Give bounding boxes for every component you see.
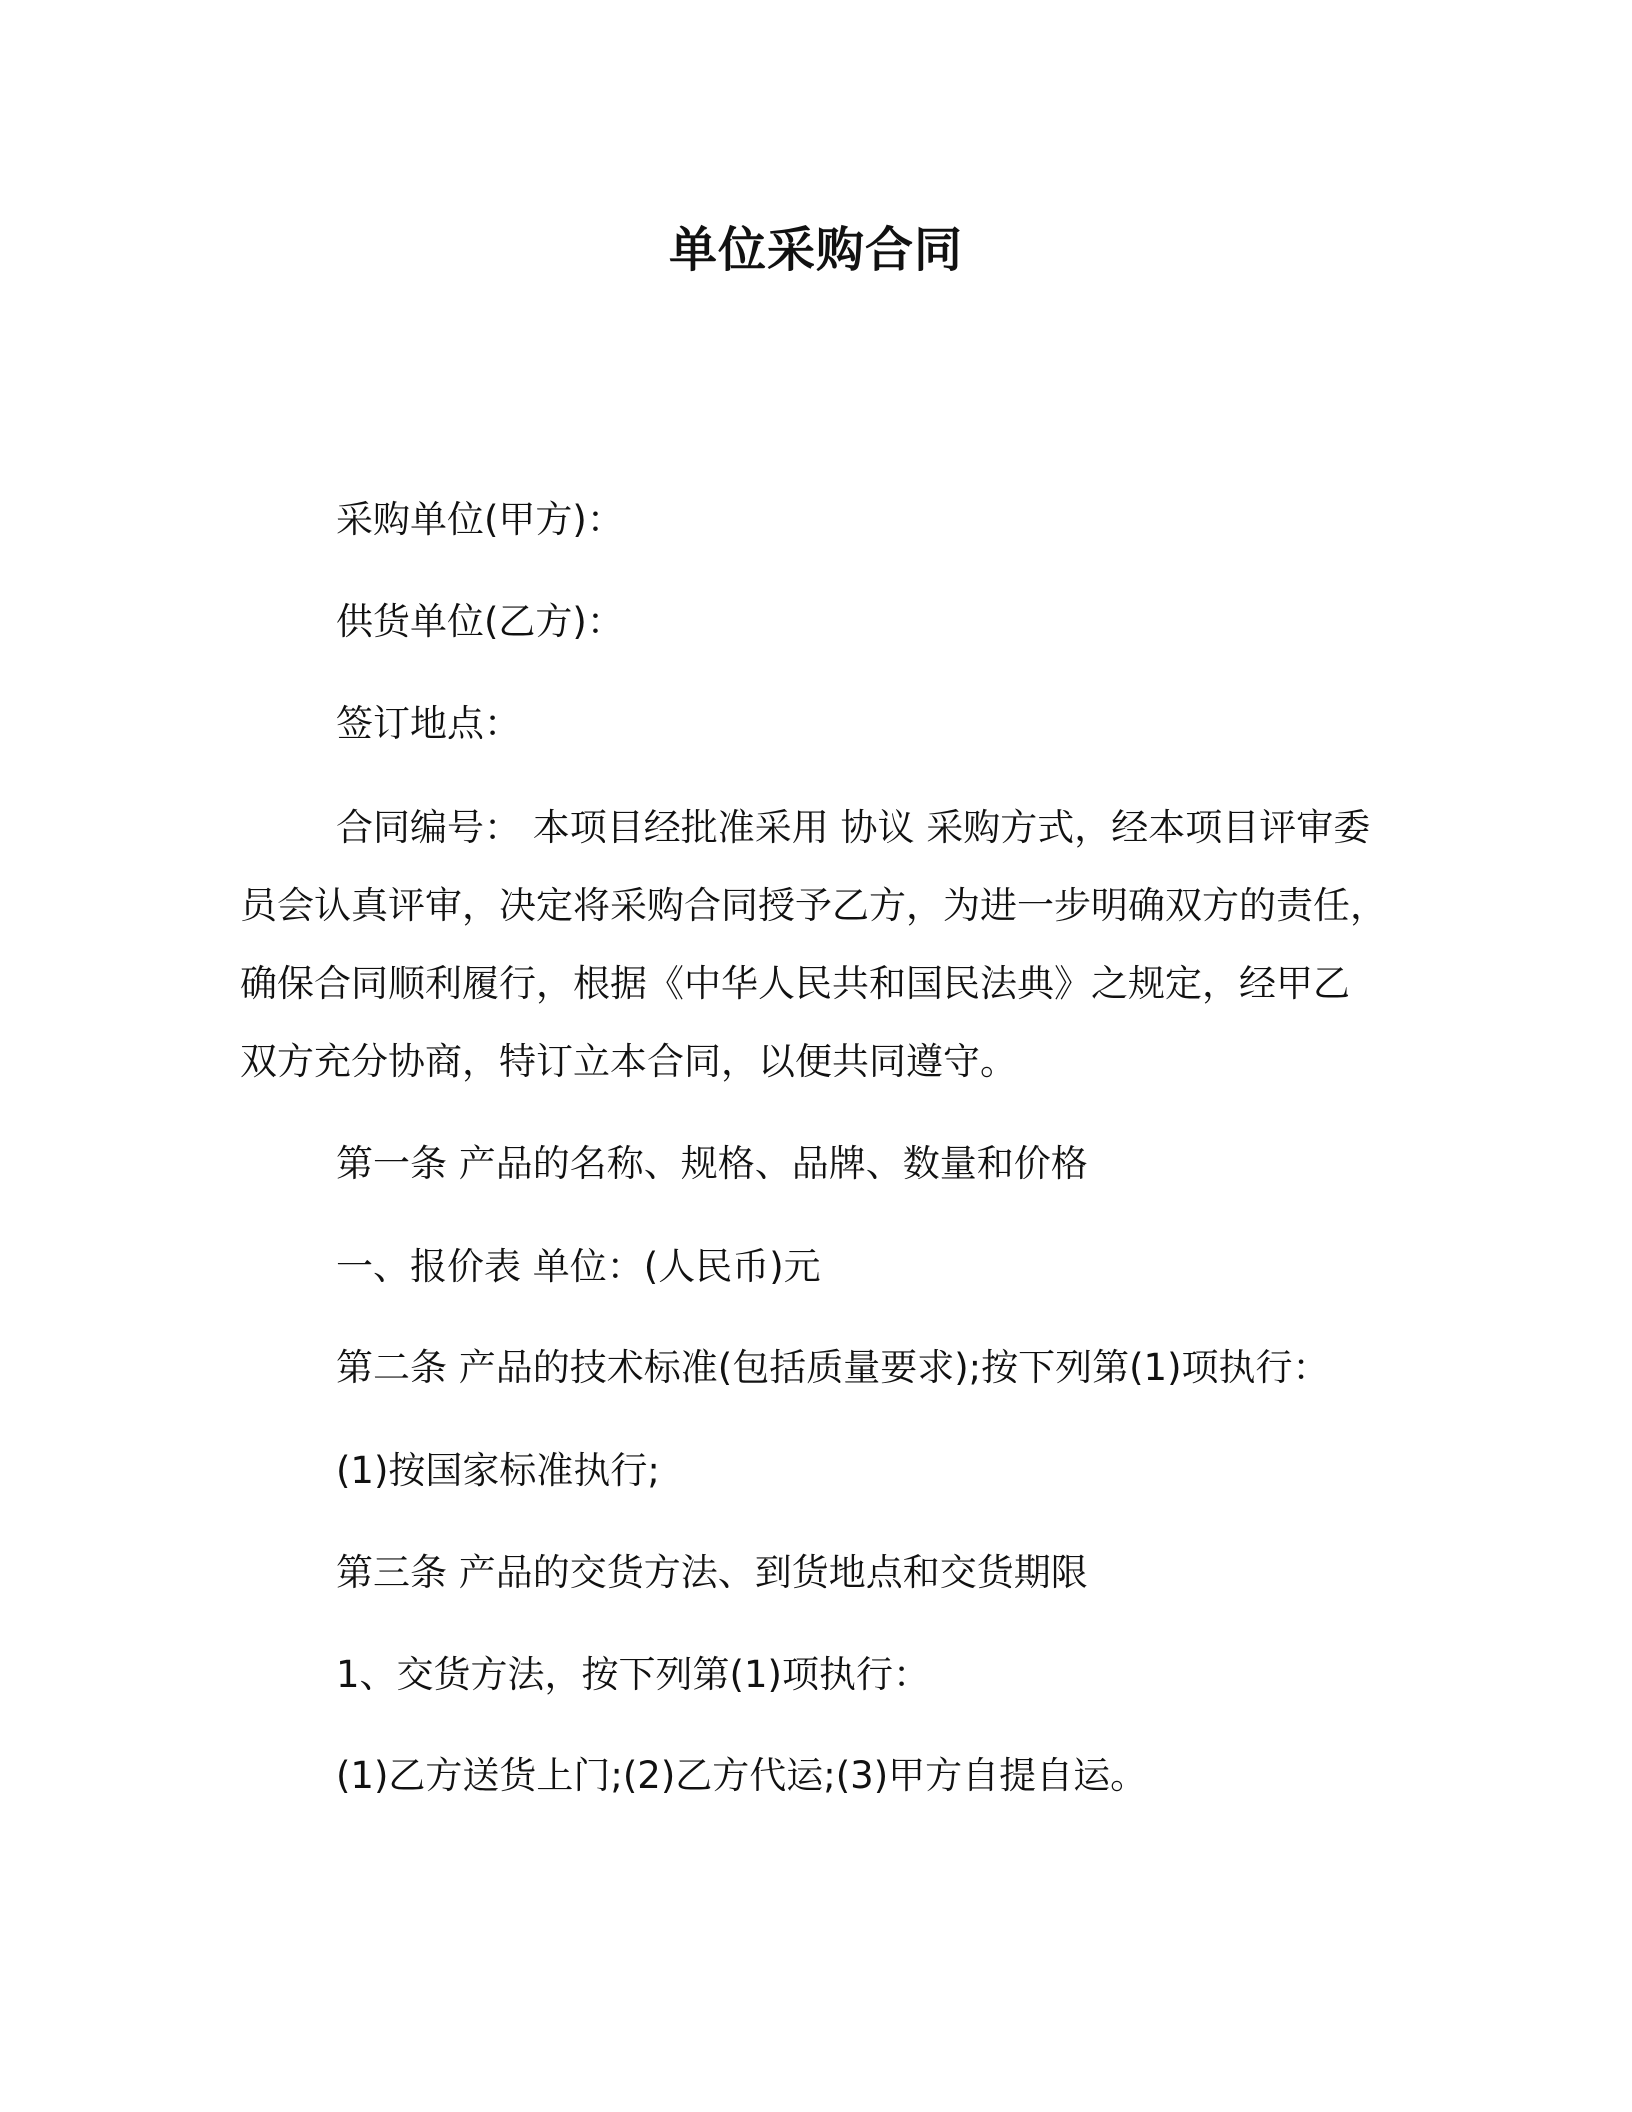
article-3-heading: 第三条 产品的交货方法、到货地点和交货期限 bbox=[336, 1551, 1088, 1594]
supplier-field: 供货单位(乙方)： bbox=[336, 600, 624, 643]
intro-line: 确保合同顺利履行，根据《中华人民共和国民法典》之规定，经甲乙 bbox=[240, 962, 1350, 1005]
article-2-heading: 第二条 产品的技术标准(包括质量要求);按下列第(1)项执行： bbox=[336, 1346, 1330, 1389]
intro-line: 员会认真评审，决定将采购合同授予乙方，为进一步明确双方的责任， bbox=[240, 884, 1387, 927]
article-1-heading: 第一条 产品的名称、规格、品牌、数量和价格 bbox=[336, 1142, 1088, 1185]
purchaser-field: 采购单位(甲方)： bbox=[336, 498, 624, 541]
intro-line: 合同编号： 本项目经批准采用 协议 采购方式，经本项目评审委 bbox=[336, 806, 1371, 849]
page-title: 单位采购合同 bbox=[668, 222, 963, 278]
standard-item-1: (1)按国家标准执行; bbox=[336, 1449, 660, 1492]
quote-table-label: 一、报价表 单位：(人民币)元 bbox=[336, 1245, 821, 1288]
delivery-method: 1、交货方法，按下列第(1)项执行： bbox=[336, 1653, 930, 1696]
delivery-options: (1)乙方送货上门;(2)乙方代运;(3)甲方自提自运。 bbox=[336, 1754, 1148, 1797]
intro-paragraph bbox=[240, 789, 1390, 1101]
intro-line: 双方充分协商，特订立本合同，以便共同遵守。 bbox=[240, 1040, 1017, 1083]
signing-place-field: 签订地点： bbox=[336, 702, 521, 745]
